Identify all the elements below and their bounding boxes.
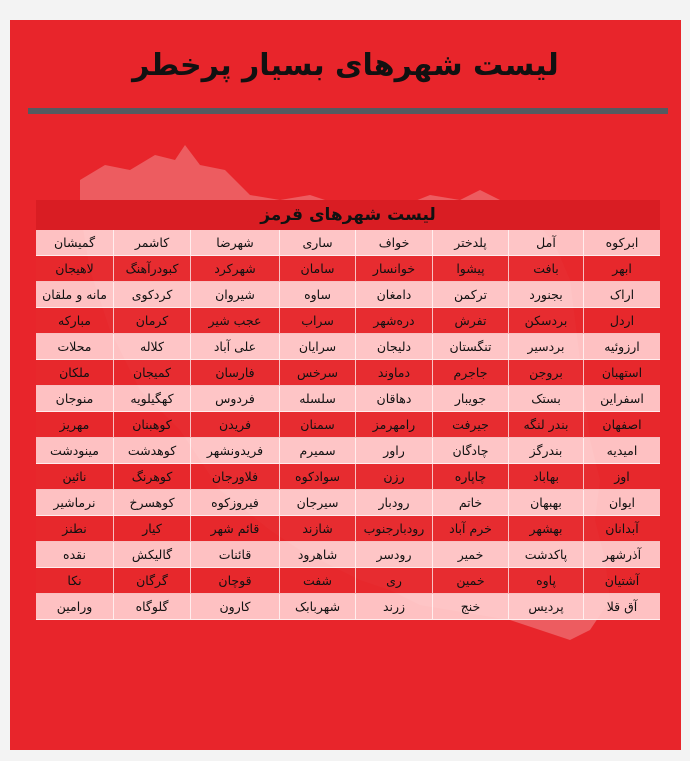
city-cell: کبودرآهنگ — [113, 256, 190, 282]
city-cell: شهربابک — [279, 594, 355, 620]
city-cell: اراک — [583, 282, 660, 308]
city-cell: رزن — [355, 464, 432, 490]
poster-panel — [10, 20, 681, 750]
city-cell: پاوه — [508, 568, 583, 594]
city-cell: ارزوئیه — [583, 334, 660, 360]
city-cell: خواف — [355, 230, 432, 256]
city-cell: رامهرمز — [355, 412, 432, 438]
city-cell: سوادکوه — [279, 464, 355, 490]
city-cell: خوانسار — [355, 256, 432, 282]
table-row — [36, 308, 660, 334]
table-row — [36, 516, 660, 542]
city-cell: بهاباد — [508, 464, 583, 490]
page-title: لیست شهرهای بسیار پرخطر — [132, 48, 559, 83]
city-cell: بردسیر — [508, 334, 583, 360]
city-cell: کیار — [113, 516, 190, 542]
city-cell: پاکدشت — [508, 542, 583, 568]
city-cell: بهبهان — [508, 490, 583, 516]
city-cell: ساوه — [279, 282, 355, 308]
title-divider — [28, 108, 668, 114]
city-cell: خمیر — [432, 542, 508, 568]
table-row — [36, 490, 660, 516]
city-cell: خنج — [432, 594, 508, 620]
city-cell: نطنز — [36, 516, 113, 542]
city-cell: تفرش — [432, 308, 508, 334]
city-cell: کوهرنگ — [113, 464, 190, 490]
city-cell: سلسله — [279, 386, 355, 412]
city-cell: آمل — [508, 230, 583, 256]
city-cell: گالیکش — [113, 542, 190, 568]
city-cell: کلاله — [113, 334, 190, 360]
city-cell: کهگیلویه — [113, 386, 190, 412]
city-cell: بافت — [508, 256, 583, 282]
table-row — [36, 412, 660, 438]
city-cell: فردوس — [190, 386, 279, 412]
city-cell: فارسان — [190, 360, 279, 386]
table-row — [36, 386, 660, 412]
city-cell: دهاقان — [355, 386, 432, 412]
city-cell: علی آباد — [190, 334, 279, 360]
table-row — [36, 230, 660, 256]
city-cell: قائم شهر — [190, 516, 279, 542]
cities-grid — [36, 230, 660, 620]
city-cell: ساری — [279, 230, 355, 256]
city-cell: آق قلا — [583, 594, 660, 620]
city-cell: شیروان — [190, 282, 279, 308]
city-cell: بهشهر — [508, 516, 583, 542]
city-cell: رودسر — [355, 542, 432, 568]
city-cell: استهبان — [583, 360, 660, 386]
city-cell: فلاورجان — [190, 464, 279, 490]
city-cell: رودبارجنوب — [355, 516, 432, 542]
red-cities-table — [36, 200, 660, 620]
city-cell: گرگان — [113, 568, 190, 594]
city-cell: سرخس — [279, 360, 355, 386]
city-cell: دامغان — [355, 282, 432, 308]
city-cell: فیروزکوه — [190, 490, 279, 516]
city-cell: امیدیه — [583, 438, 660, 464]
city-cell: زرند — [355, 594, 432, 620]
city-cell: اسفراین — [583, 386, 660, 412]
city-cell: اوز — [583, 464, 660, 490]
city-cell: تنگستان — [432, 334, 508, 360]
city-cell: آشتیان — [583, 568, 660, 594]
table-heading: لیست شهرهای قرمز — [36, 200, 660, 230]
city-cell: محلات — [36, 334, 113, 360]
city-cell: جیرفت — [432, 412, 508, 438]
city-cell: شفت — [279, 568, 355, 594]
city-cell: راور — [355, 438, 432, 464]
city-cell: سیرجان — [279, 490, 355, 516]
city-cell: فریدن — [190, 412, 279, 438]
city-cell: سرایان — [279, 334, 355, 360]
city-cell: پیشوا — [432, 256, 508, 282]
table-row — [36, 542, 660, 568]
city-cell: دره‌شهر — [355, 308, 432, 334]
table-row — [36, 438, 660, 464]
city-cell: کوهدشت — [113, 438, 190, 464]
city-cell: کوهسرخ — [113, 490, 190, 516]
city-cell: رودبار — [355, 490, 432, 516]
city-cell: عجب شیر — [190, 308, 279, 334]
city-cell: ورامین — [36, 594, 113, 620]
city-cell: گمیشان — [36, 230, 113, 256]
city-cell: پردیس — [508, 594, 583, 620]
city-cell: مانه و ملقان — [36, 282, 113, 308]
city-cell: قوچان — [190, 568, 279, 594]
city-cell: اردل — [583, 308, 660, 334]
table-row — [36, 594, 660, 620]
city-cell: شاهرود — [279, 542, 355, 568]
city-cell: کوهبنان — [113, 412, 190, 438]
city-cell: فریدونشهر — [190, 438, 279, 464]
city-cell: بردسکن — [508, 308, 583, 334]
city-cell: ملکان — [36, 360, 113, 386]
city-cell: بروجن — [508, 360, 583, 386]
table-row — [36, 360, 660, 386]
city-cell: اصفهان — [583, 412, 660, 438]
city-cell: جاجرم — [432, 360, 508, 386]
city-cell: ری — [355, 568, 432, 594]
city-cell: سامان — [279, 256, 355, 282]
city-cell: آذرشهر — [583, 542, 660, 568]
city-cell: خمین — [432, 568, 508, 594]
city-cell: نائین — [36, 464, 113, 490]
city-cell: چادگان — [432, 438, 508, 464]
city-cell: سمیرم — [279, 438, 355, 464]
city-cell: شهرضا — [190, 230, 279, 256]
city-cell: پلدختر — [432, 230, 508, 256]
city-cell: منوجان — [36, 386, 113, 412]
city-cell: کارون — [190, 594, 279, 620]
city-cell: قائنات — [190, 542, 279, 568]
city-cell: نکا — [36, 568, 113, 594]
city-cell: آبدانان — [583, 516, 660, 542]
table-row — [36, 464, 660, 490]
city-cell: جویبار — [432, 386, 508, 412]
city-cell: ابهر — [583, 256, 660, 282]
city-cell: دلیجان — [355, 334, 432, 360]
city-cell: بستک — [508, 386, 583, 412]
table-row — [36, 256, 660, 282]
city-cell: مبارکه — [36, 308, 113, 334]
table-row — [36, 568, 660, 594]
city-cell: سراب — [279, 308, 355, 334]
city-cell: دماوند — [355, 360, 432, 386]
city-cell: نرماشیر — [36, 490, 113, 516]
city-cell: کاشمر — [113, 230, 190, 256]
city-cell: سمنان — [279, 412, 355, 438]
city-cell: گلوگاه — [113, 594, 190, 620]
city-cell: مهریز — [36, 412, 113, 438]
city-cell: خاتم — [432, 490, 508, 516]
city-cell: مینودشت — [36, 438, 113, 464]
city-cell: بندرگز — [508, 438, 583, 464]
city-cell: کرمان — [113, 308, 190, 334]
city-cell: بجنورد — [508, 282, 583, 308]
city-cell: نقده — [36, 542, 113, 568]
city-cell: بندر لنگه — [508, 412, 583, 438]
city-cell: لاهیجان — [36, 256, 113, 282]
city-cell: خرم آباد — [432, 516, 508, 542]
city-cell: شازند — [279, 516, 355, 542]
city-cell: چاپاره — [432, 464, 508, 490]
table-row — [36, 334, 660, 360]
city-cell: ترکمن — [432, 282, 508, 308]
city-cell: کمیجان — [113, 360, 190, 386]
city-cell: ابرکوه — [583, 230, 660, 256]
city-cell: شهرکرد — [190, 256, 279, 282]
table-row — [36, 282, 660, 308]
city-cell: کردکوی — [113, 282, 190, 308]
city-cell: ایوان — [583, 490, 660, 516]
